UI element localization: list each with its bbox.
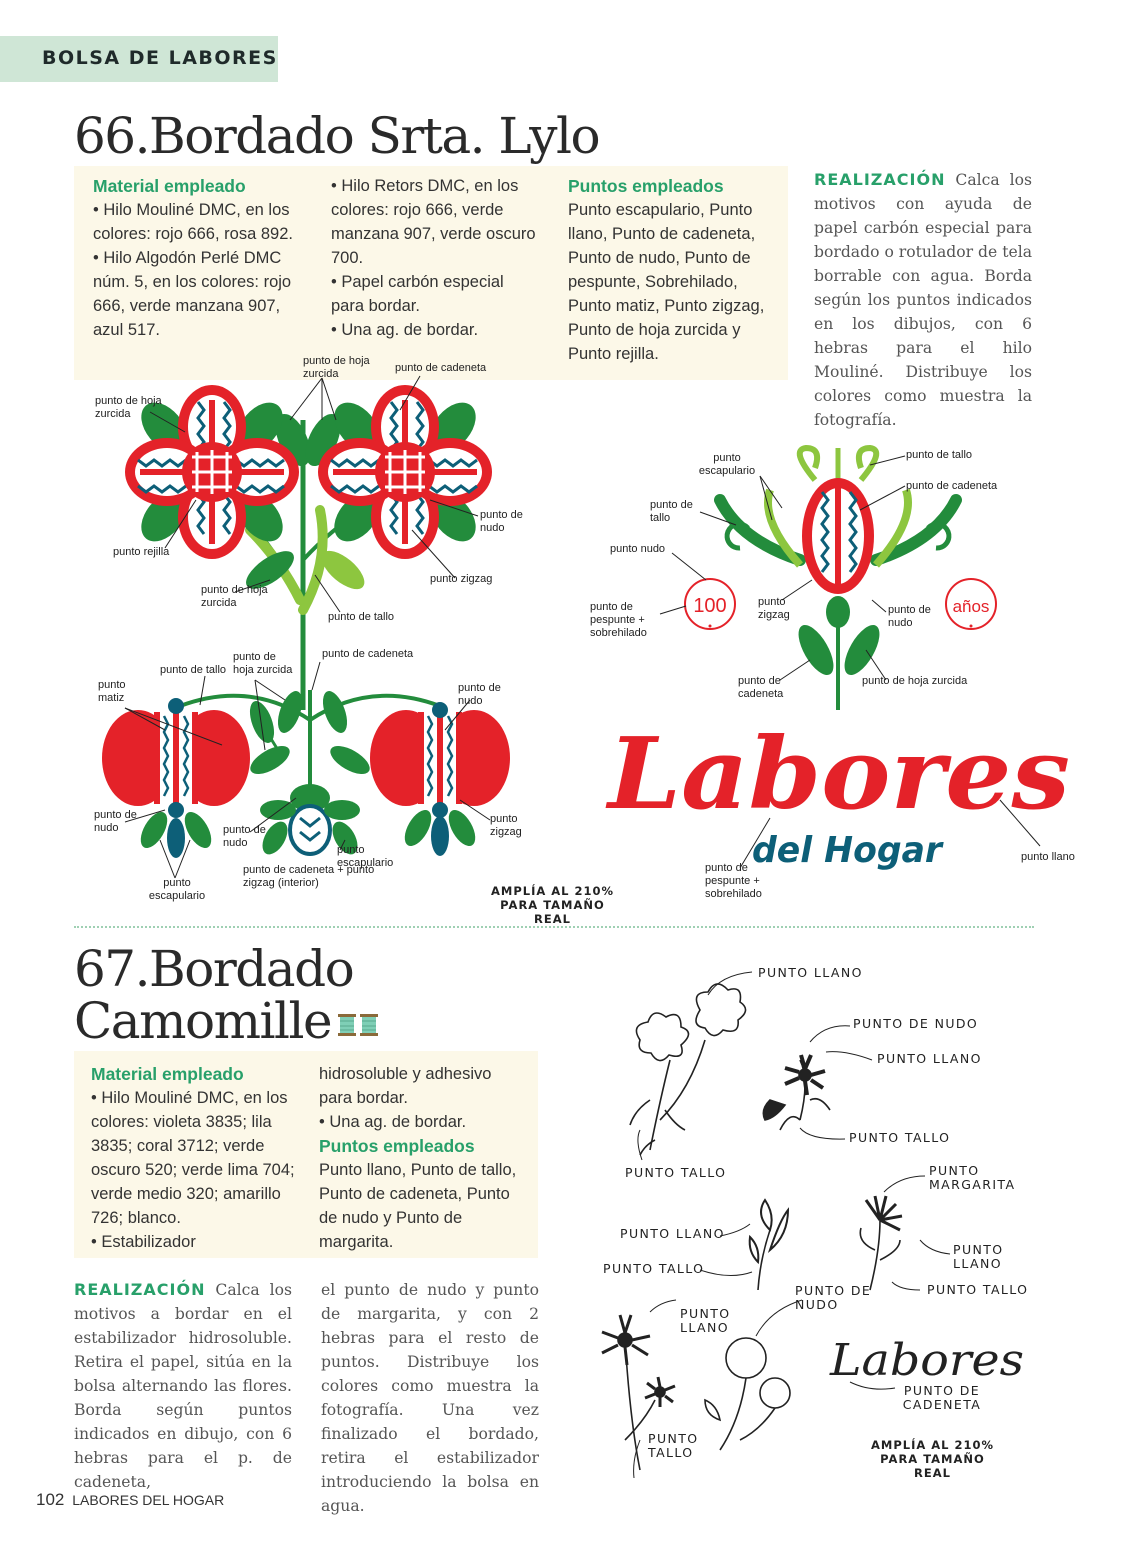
label-67: PUNTO DE NUDO	[853, 1016, 979, 1031]
label-66: punto escapulario	[337, 844, 394, 869]
label-67: PUNTO LLANO	[620, 1226, 725, 1241]
material-col2-67	[319, 1062, 529, 1254]
label-67: PUNTO LLANO	[953, 1242, 1004, 1271]
badge-anos-text: años	[952, 597, 990, 616]
material-item: • Hilo Algodón Perlé DMC núm. 5, en los colores: rojo 666, verde manzana 907, azul 517.	[93, 249, 292, 339]
label-66: punto de hoja zurcida	[201, 584, 268, 609]
enlarge-note-67: AMPLÍA AL 210% PARA TAMAÑO REAL	[870, 1438, 995, 1480]
label-66: punto de pespunte + sobrehilado	[590, 601, 647, 639]
label-66: punto llano	[1021, 851, 1075, 863]
label-66: punto de tallo	[160, 664, 227, 676]
label-67: PUNTO TALLO	[849, 1130, 951, 1145]
label-66: punto de hoja zurcida	[303, 355, 370, 380]
label-66: punto de nudo	[458, 682, 501, 707]
material-item: • Hilo Retors DMC, en los colores: rojo 666, verde manzana 907, verde oscuro 700.	[331, 177, 536, 267]
label-66: punto de pespunte + sobrehilado	[705, 862, 762, 900]
page-number: 102	[36, 1490, 65, 1509]
label-66: punto zigzag	[490, 813, 522, 838]
material-item: • Estabilizador	[91, 1233, 196, 1251]
badge-100-text: 100	[693, 595, 727, 617]
magazine-name: LABORES DEL HOGAR	[72, 1492, 225, 1508]
label-66: punto de nudo	[480, 509, 523, 534]
bouquet-illustration	[125, 376, 492, 710]
label-66: punto escapulario	[148, 877, 206, 902]
title-67	[74, 940, 454, 1050]
logo-sub-text: del Hogar	[752, 830, 945, 871]
material-item: hidrosoluble y adhesivo para bordar.	[319, 1065, 492, 1107]
label-66: punto rejilla	[113, 546, 170, 558]
thread-spool-icon	[337, 1012, 381, 1038]
material-item: • Una ag. de bordar.	[319, 1113, 467, 1131]
realizacion-label-66: REALIZACIÓN	[814, 170, 946, 189]
label-67: PUNTO LLANO	[877, 1051, 982, 1066]
realizacion-text-67b: el punto de nudo y punto de margarita, y con 2 hebras para el resto de puntos. Distribuye los colores como muestra la fotografía. Una vez finalizado el bordado, retira el estabilizador introduciendo la bolsa en agua.	[321, 1281, 539, 1515]
realizacion-text-67a: Calca los motivos a bordar en el estabilizador hidrosoluble. Retira el papel, sitúa en la bolsa alternando las flores. Borda según puntos indicados en dibujo, con 6 hebras para el p. de cadeneta,	[74, 1281, 292, 1491]
label-66: punto de tallo	[650, 499, 693, 524]
label-66: punto de cadeneta + punto zigzag (interior)	[243, 864, 375, 889]
label-66: punto matiz	[98, 679, 126, 704]
page-footer	[36, 1490, 224, 1510]
label-66: punto de nudo	[223, 824, 266, 849]
label-67: PUNTO TALLO	[625, 1165, 727, 1180]
label-66: punto de cadeneta	[395, 362, 487, 374]
puntos-heading-66: Puntos empleados	[568, 176, 724, 196]
label-67: PUNTO DE NUDO	[795, 1283, 872, 1312]
label-66: punto de hoja zurcida	[233, 651, 293, 676]
label-67: PUNTO LLANO	[758, 965, 863, 980]
label-66: punto de hoja zurcida	[862, 675, 968, 687]
label-67: PUNTO DE CADENETA	[902, 1383, 982, 1412]
label-66: punto zigzag	[758, 596, 790, 621]
label-66: punto zigzag	[430, 573, 493, 585]
label-66: punto de cadeneta	[906, 480, 998, 492]
puntos-list-67: Punto llano, Punto de tallo, Punto de cadeneta, Punto de nudo y Punto de margarita.	[319, 1161, 517, 1251]
label-66: punto de cadeneta	[322, 648, 414, 660]
title-67-line2: Camomille	[74, 992, 332, 1050]
label-66: punto escapulario	[698, 452, 756, 477]
material-heading-66: Material empleado	[93, 176, 246, 196]
material-item: • Hilo Mouliné DMC, en los colores: rojo 666, rosa 892.	[93, 201, 293, 243]
logo-67-text: Labores	[828, 1335, 1024, 1386]
label-67: PUNTO MARGARITA	[929, 1163, 1016, 1192]
label-67: PUNTO TALLO	[648, 1431, 699, 1460]
label-66: punto de nudo	[94, 809, 137, 834]
label-66: punto de tallo	[328, 611, 395, 623]
label-66: punto de tallo	[906, 449, 973, 461]
label-66: punto de nudo	[888, 604, 931, 629]
realizacion-67-col2	[321, 1278, 539, 1518]
title-67-line1: 67.Bordado	[74, 940, 354, 998]
section-tag-label: BOLSA DE LABORES	[42, 47, 278, 69]
label-66: punto de hoja zurcida	[95, 395, 162, 420]
section-divider	[74, 926, 1034, 928]
label-67: PUNTO TALLO	[603, 1261, 705, 1276]
title-66-text: 66.Bordado Srta. Lylo	[74, 107, 600, 165]
material-col1-67	[91, 1062, 301, 1254]
material-item: • Una ag. de bordar.	[331, 321, 479, 339]
label-66: punto nudo	[610, 543, 666, 555]
puntos-list-66: Punto escapulario, Punto llano, Punto de cadeneta, Punto de nudo, Punto de pespunte, Sobrehilado, Punto matiz, Punto zigzag, Punto de hoja zurcida y Punto rejilla.	[568, 201, 765, 363]
pomegranates-illustration	[102, 662, 510, 878]
material-heading-67: Material empleado	[91, 1064, 244, 1084]
logo-main-text: Labores	[604, 717, 1070, 832]
realizacion-text-66: Calca los motivos con ayuda de papel carbón especial para bordado o rotulador de tela borrable con agua. Borda según los puntos indicados en los dibujos, con 6 hebras para el hilo Mouliné. Distribuye los colores como muestra la fotografía.	[814, 171, 1032, 429]
labores-logo	[605, 717, 1070, 871]
puntos-heading-67: Puntos empleados	[319, 1136, 475, 1156]
label-67: PUNTO LLANO	[680, 1306, 731, 1335]
label-67: PUNTO TALLO	[927, 1282, 1029, 1297]
enlarge-note-66: AMPLÍA AL 210% PARA TAMAÑO REAL	[490, 884, 615, 926]
material-item: • Papel carbón especial para bordar.	[331, 273, 504, 315]
material-item: • Hilo Mouliné DMC, en los colores: violeta 3835; lila 3835; coral 3712; verde oscuro 520; verde lima 704; verde medio 320; amarillo 726; blanco.	[91, 1089, 295, 1227]
realizacion-67-col1	[74, 1278, 292, 1494]
label-66: punto de cadeneta	[738, 675, 784, 700]
realizacion-label-67: REALIZACIÓN	[74, 1280, 206, 1299]
